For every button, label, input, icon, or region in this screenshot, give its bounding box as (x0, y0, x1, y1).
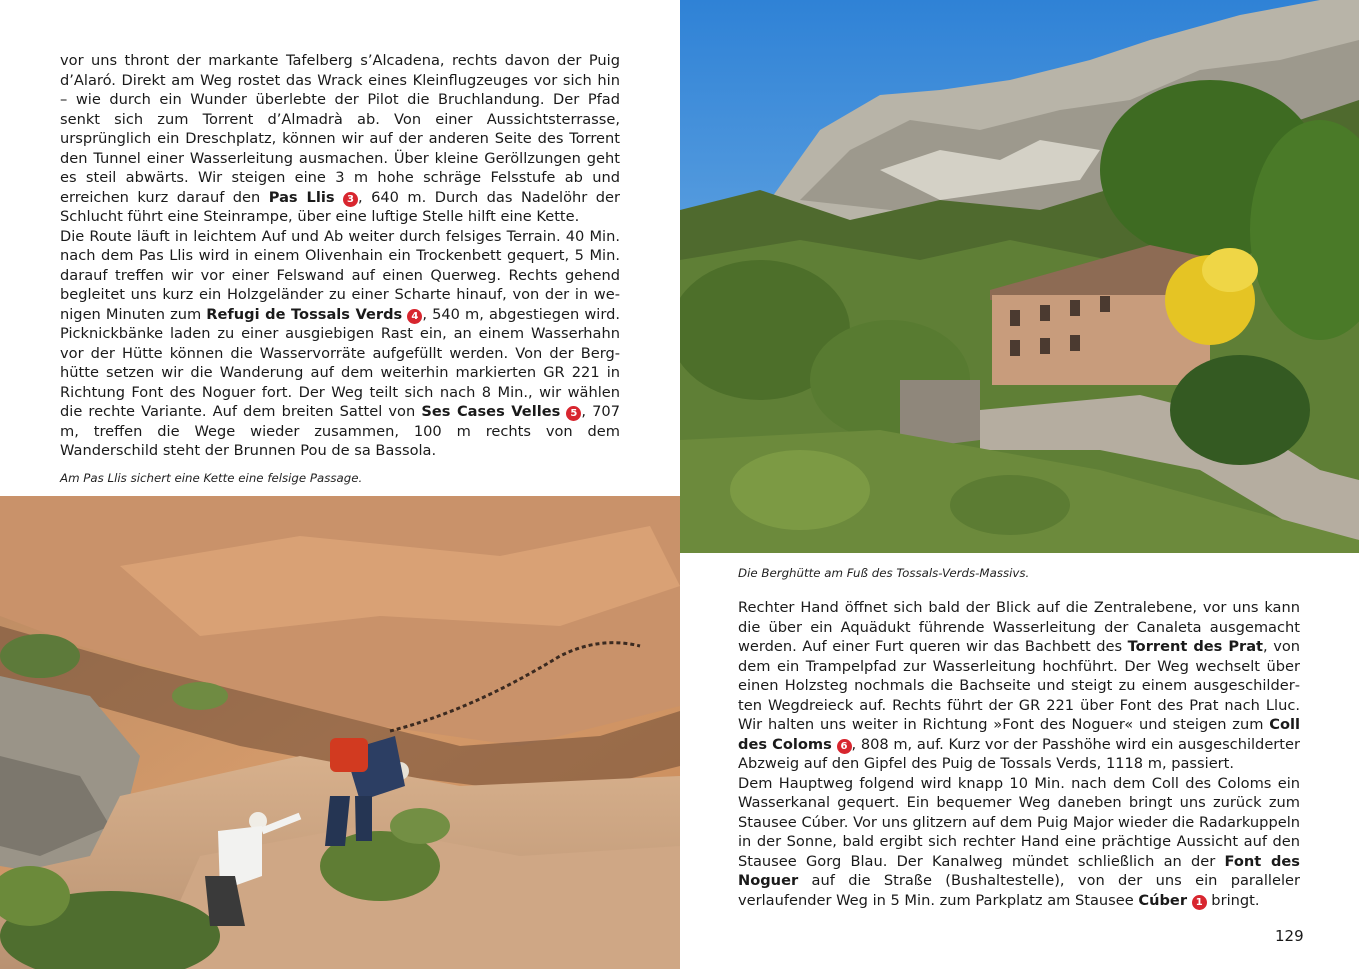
photo-mountain-hut (680, 0, 1359, 553)
waypoint-name: Cúber (1138, 891, 1188, 909)
paragraph: Dem Hauptweg folgend wird knapp 10 Min. nach dem Coll des Coloms ein Wasserkanal gequert. Ein bequemer Weg daneben bringt uns zurück zum Stausee Cúber. Vor uns glitzern auf dem Puig Major wieder die Radarkuppeln in der Sonne, bald ergibt sich rechter Hand eine prächtige Aussicht auf den Stausee Gorg Blau. Der Kanalweg mündet schließlich an der Font des Noguer auf die Straße (Bushaltestelle), von der uns ein paralleler verlaufender Weg in 5 Min. zum Parkplatz am Stausee Cúber 1 bringt. (738, 774, 1300, 909)
waypoint-badge: 3 (343, 192, 358, 207)
waypoint-name: Refugi de Tossals Verds (206, 305, 403, 323)
waypoint-badge: 5 (566, 406, 581, 421)
photo-climbers-rock-ledge (0, 496, 680, 969)
waypoint-name: Ses Cases Velles (421, 403, 561, 420)
paragraph: Die Route läuft in leichtem Auf und Ab weiter durch felsiges Terrain. 40 Min. nach dem Pas Llis wird in einem Olivenhain ein Trockenbett gequert, 5 Min. darauf treffen wir vor einer Felswand auf einen Querweg. Rechts gehend begleitet uns kurz ein Holzgeländer zu einer Scharte hinauf, von der in wenigen Minuten zum Refugi de Tossals Verds 4 , 540 m, abgestiegen wird. Picknickbänke laden zu einer ausgiebigen Rast ein, an einem Wasserhahn vor der Hütte können die Wasservorräte aufgefüllt werden. Von der Berghütte setzen wir die Wanderung auf dem weiterhin markierten GR 221 in Richtung Font des Noguer fort. Der Weg teilt sich nach 8 Min., wir wählen die rechte Variante. Auf dem breiten Sattel von Ses Cases Velles 5 , 707 m, treffen die Wege wieder zusammen, 100 m rechts von dem Wanderschild steht der Brunnen Pou de sa Bassola. (60, 227, 620, 459)
waypoint-name: Pas Llis (268, 188, 335, 206)
photo-caption: Am Pas Llis sichert eine Kette eine felsige Passage. (60, 471, 363, 485)
left-column-text (60, 51, 620, 461)
waypoint-name: Font des Noguer (738, 852, 1300, 889)
waypoint-badge: 1 (1192, 895, 1207, 910)
waypoint-badge: 4 (407, 309, 422, 324)
page-number: 129 (1275, 927, 1304, 945)
photo-caption: Die Berghütte am Fuß des Tossals-Verds-Massivs. (738, 566, 1030, 580)
waypoint-name: Torrent des Prat (1127, 638, 1264, 655)
paragraph: Rechter Hand öffnet sich bald der Blick auf die Zentralebene, vor uns kann die über ein Aquädukt führende Wasserleitung der Canaleta ausgemacht werden. Auf einer Furt queren wir das Bachbett des Torrent des Prat, von dem ein Trampelpfad zur Wasserleitung hochführt. Der Weg wechselt über einen Holzsteg nochmals die Bachseite und steigt zu einem ausgeschilderten Wegdreieck auf. Rechts führt der GR 221 über Font des Prat nach Lluc. Wir halten uns weiter in Richtung »Font des Noguer« und steigen zum Coll des Coloms 6 , 808 m, auf. Kurz vor der Passhöhe wird ein ausgeschilderter Abzweig auf den Gipfel des Puig de Tossals Verds, 1118 m, passiert. (738, 599, 1301, 772)
waypoint-name: Coll des Coloms (738, 716, 1300, 753)
paragraph: vor uns thront der markante Tafelberg s’Alcadena, rechts davon der Puig d’Alaró. Direkt am Weg rostet das Wrack eines Kleinflugzeuges vor sich hin – wie durch ein Wunder überlebte der Pilot die Bruchlandung. Der Pfad senkt sich zum Torrent d’Almadrà ab. Von einer Aussichtsterrasse, ursprünglich ein Dreschplatz, können wir auf der anderen Seite des Torrent den Tunnel einer Wasserleitung ausmachen. Über kleine Geröllzungen geht es steil abwärts. Wir steigen eine 3 m hohe schräge Felsstufe ab und erreichen kurz darauf den Pas Llis 3 , 640 m. Durch das Nadelöhr der Schlucht führt eine Steinrampe, über eine luftige Stelle hilft eine Kette. (60, 52, 621, 225)
right-column-text (738, 598, 1300, 910)
waypoint-badge: 6 (837, 739, 852, 754)
